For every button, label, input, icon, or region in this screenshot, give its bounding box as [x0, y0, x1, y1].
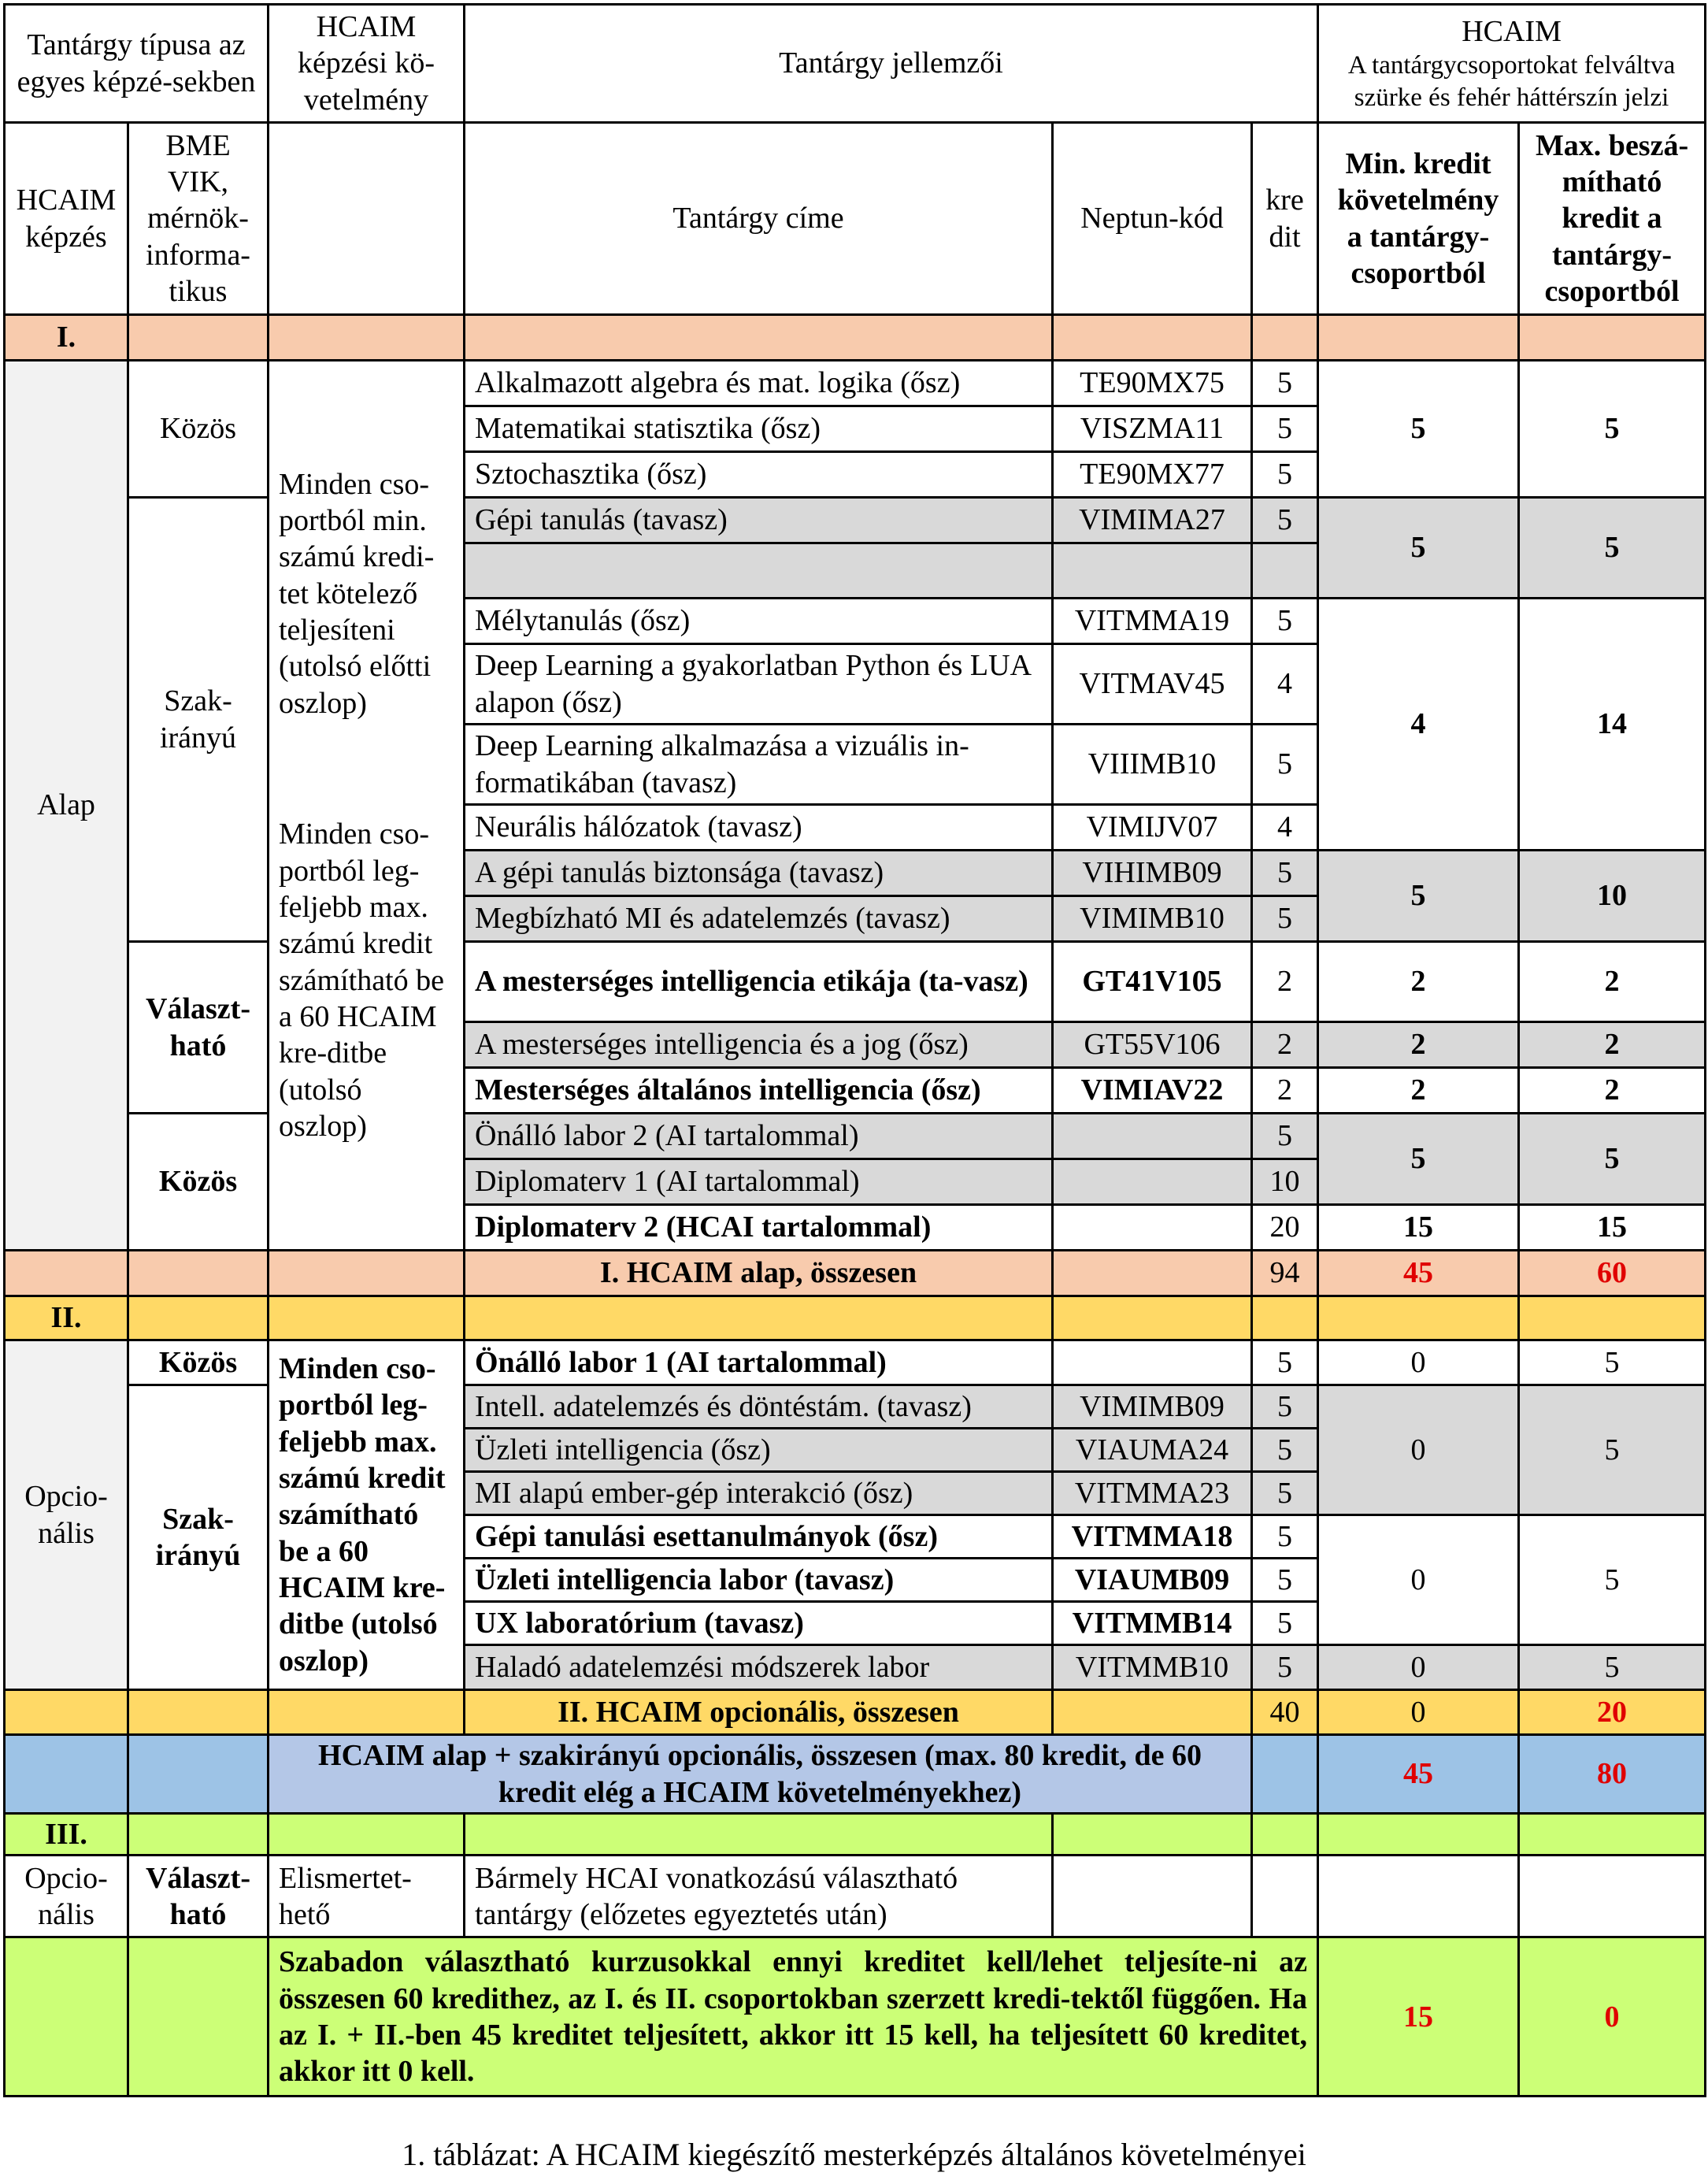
- free-elective-row: [5, 1937, 1706, 2097]
- neptun-code: VIMIAV22: [1053, 1068, 1252, 1114]
- section-2-total-credit: 40: [1252, 1690, 1318, 1735]
- subject-title: Intell. adatelemzés és döntéstám. (tavasz): [465, 1385, 1053, 1429]
- section-1-header: [5, 315, 1706, 361]
- header-row-1: [5, 5, 1706, 123]
- credit-value: 20: [1252, 1205, 1318, 1251]
- subject-title: Önálló labor 2 (AI tartalommal): [465, 1114, 1053, 1159]
- section-3-type: Opcio-nális: [5, 1856, 128, 1937]
- group-kozos: Közös: [128, 361, 269, 498]
- section-2-total: [5, 1690, 1706, 1735]
- subject-title: Üzleti intelligencia (ősz): [465, 1429, 1053, 1472]
- section-3-requirement: Elismertet-hető: [269, 1856, 465, 1937]
- credit-value: 2: [1252, 942, 1318, 1022]
- neptun-code: [1053, 1205, 1252, 1251]
- subject-title: A mesterséges intelligencia és a jog (ősz): [465, 1022, 1053, 1068]
- credit-value: 5: [1252, 406, 1318, 452]
- neptun-code: VITMMB10: [1053, 1645, 1252, 1690]
- section-1-total-max: 60: [1519, 1251, 1706, 1296]
- credit-value: 2: [1252, 1022, 1318, 1068]
- group-kozos: Közös: [128, 1340, 269, 1385]
- credit-value: 5: [1252, 725, 1318, 805]
- neptun-code: TE90MX77: [1053, 452, 1252, 498]
- subject-title: [465, 543, 1053, 599]
- header-hcaim-title: HCAIM: [1462, 15, 1562, 49]
- combined-total-label: HCAIM alap + szakirányú opcionális, összesen (max. 80 kredit, de 60 kredit elég a HCAIM követelményekhez): [269, 1735, 1252, 1814]
- neptun-code: VIAUMA24: [1053, 1429, 1252, 1472]
- group-min: 0: [1318, 1340, 1519, 1385]
- group-min: 5: [1318, 851, 1519, 942]
- subject-title: Mélytanulás (ősz): [465, 599, 1053, 644]
- neptun-code: [1053, 1114, 1252, 1159]
- credit-value: 5: [1252, 599, 1318, 644]
- credit-value: 5: [1252, 1559, 1318, 1602]
- group-min: 0: [1318, 1645, 1519, 1690]
- credit-value: 2: [1252, 1068, 1318, 1114]
- credit-value: 5: [1252, 498, 1318, 543]
- section-1-type: Alap: [5, 361, 128, 1251]
- subject-title: Gépi tanulási esettanulmányok (ősz): [465, 1515, 1053, 1559]
- credit-value: 5: [1252, 896, 1318, 942]
- header-req: HCAIM képzési kö-vetelmény: [269, 5, 465, 123]
- subject-title: Deep Learning a gyakorlatban Python és LUA alapon (ősz): [465, 644, 1053, 725]
- neptun-code: VIMIMB10: [1053, 896, 1252, 942]
- neptun-code: TE90MX75: [1053, 361, 1252, 406]
- header-title: Tantárgy címe: [465, 123, 1053, 315]
- group-max: 5: [1519, 1385, 1706, 1515]
- section-1-total-credit: 94: [1252, 1251, 1318, 1296]
- subject-title: Üzleti intelligencia labor (tavasz): [465, 1559, 1053, 1602]
- group-max: 5: [1519, 1114, 1706, 1205]
- credit-value: 5: [1252, 1429, 1318, 1472]
- neptun-code: [1053, 1159, 1252, 1205]
- group-max: 14: [1519, 599, 1706, 851]
- credit-value: 5: [1252, 1340, 1318, 1385]
- neptun-code: VITMAV45: [1053, 644, 1252, 725]
- credit-value: 4: [1252, 644, 1318, 725]
- header-hcaim-kepzes: HCAIM képzés: [5, 123, 128, 315]
- combined-total: [5, 1735, 1706, 1814]
- subject-title: A mesterséges intelligencia etikája (ta-vasz): [465, 942, 1053, 1022]
- subject-title: Diplomaterv 2 (HCAI tartalommal): [465, 1205, 1053, 1251]
- subject-title: Diplomaterv 1 (AI tartalommal): [465, 1159, 1053, 1205]
- neptun-code: [1053, 1340, 1252, 1385]
- neptun-code: VIIIMB10: [1053, 725, 1252, 805]
- credit-value: [1252, 543, 1318, 599]
- group-max: 5: [1519, 498, 1706, 599]
- header-hcaim: [1318, 5, 1706, 123]
- subject-title: Megbízható MI és adatelemzés (tavasz): [465, 896, 1053, 942]
- header-max: Max. beszá-mítható kredit a tantárgy-csoportból: [1519, 123, 1706, 315]
- free-elective-min: 15: [1318, 1937, 1519, 2097]
- group-max: 2: [1519, 942, 1706, 1022]
- subject-title: Neurális hálózatok (tavasz): [465, 805, 1053, 851]
- table-row: [5, 942, 1706, 1022]
- subject-title: Alkalmazott algebra és mat. logika (ősz): [465, 361, 1053, 406]
- section-2-total-max: 20: [1519, 1690, 1706, 1735]
- credit-value: 5: [1252, 1472, 1318, 1515]
- table-row: [5, 1340, 1706, 1385]
- section-1-total-label: I. HCAIM alap, összesen: [465, 1251, 1053, 1296]
- header-code: Neptun-kód: [1053, 123, 1252, 315]
- section-2-requirement: Minden cso-portból leg-feljebb max. számú kredit számítható be a 60 HCAIM kre-ditbe (utolsó oszlop): [269, 1340, 465, 1690]
- subject-title: MI alapú ember-gép interakció (ősz): [465, 1472, 1053, 1515]
- group-min: 0: [1318, 1515, 1519, 1645]
- table-row: [5, 498, 1706, 543]
- group-min: 15: [1318, 1205, 1519, 1251]
- section-1-label: I.: [5, 315, 128, 361]
- free-elective-max: 0: [1519, 1937, 1706, 2097]
- section-1-total: [5, 1251, 1706, 1296]
- requirement-max: Minden cso-portból leg-feljebb max. számú kredit számítható be a 60 HCAIM kre-ditbe (utolsó oszlop): [279, 818, 444, 1144]
- credit-value: 5: [1252, 1645, 1318, 1690]
- subject-title: A gépi tanulás biztonsága (tavasz): [465, 851, 1053, 896]
- requirements-table: [3, 3, 1706, 2097]
- group-max: 5: [1519, 1340, 1706, 1385]
- section-3-label: III.: [5, 1814, 128, 1856]
- group-max: 5: [1519, 1515, 1706, 1645]
- subject-title: Haladó adatelemzési módszerek labor: [465, 1645, 1053, 1690]
- free-elective-text: Szabadon választható kurzusokkal ennyi kreditet kell/lehet teljesíte-ni az összesen 60 kredithez, az I. és II. csoportokban szerzett kredi-tektől függően. Ha az I. + II.-ben 45 kreditet teljesített, akkor itt 15 kell, ha teljesített 60 kreditet, akkor itt 0 kell.: [269, 1937, 1318, 2097]
- subject-title: Mesterséges általános intelligencia (ősz): [465, 1068, 1053, 1114]
- header-hcaim-note: A tantárgycsoportokat felváltva szürke és fehér háttérszín jelzi: [1347, 51, 1676, 112]
- group-max: 15: [1519, 1205, 1706, 1251]
- subject-title: Bármely HCAI vonatkozású választható tantárgy (előzetes egyeztetés után): [465, 1856, 1053, 1937]
- subject-title: Sztochasztika (ősz): [465, 452, 1053, 498]
- subject-title: Gépi tanulás (tavasz): [465, 498, 1053, 543]
- credit-value: 5: [1252, 452, 1318, 498]
- combined-total-max: 80: [1519, 1735, 1706, 1814]
- group-valaszthato: Választ-ható: [128, 942, 269, 1114]
- section-2-total-label: II. HCAIM opcionális, összesen: [465, 1690, 1053, 1735]
- neptun-code: VIMIJV07: [1053, 805, 1252, 851]
- credit-value: 5: [1252, 361, 1318, 406]
- credit-value: 10: [1252, 1159, 1318, 1205]
- group-max: 5: [1519, 1645, 1706, 1690]
- header-type: Tantárgy típusa az egyes képzé-sekben: [5, 5, 269, 123]
- subject-title: Deep Learning alkalmazása a vizuális in-formatikában (tavasz): [465, 725, 1053, 805]
- subject-title: Önálló labor 1 (AI tartalommal): [465, 1340, 1053, 1385]
- section-2-header: [5, 1296, 1706, 1340]
- credit-value: 5: [1252, 1385, 1318, 1429]
- neptun-code: VIMIMA27: [1053, 498, 1252, 543]
- credit-value: 5: [1252, 851, 1318, 896]
- section-3-header: [5, 1814, 1706, 1856]
- group-max: 2: [1519, 1022, 1706, 1068]
- group-max: 2: [1519, 1068, 1706, 1114]
- section-3-group: Választ-ható: [128, 1856, 269, 1937]
- neptun-code: VIHIMB09: [1053, 851, 1252, 896]
- group-kozos-2: Közös: [128, 1114, 269, 1251]
- table-caption: 1. táblázat: A HCAIM kiegészítő mesterképzés általános követelményei: [402, 2137, 1306, 2172]
- header-bme: BME VIK, mérnök-informa-tikus: [128, 123, 269, 315]
- credit-value: 5: [1252, 1515, 1318, 1559]
- neptun-code: VITMMA18: [1053, 1515, 1252, 1559]
- neptun-code: VITMMB14: [1053, 1602, 1252, 1645]
- group-max: 10: [1519, 851, 1706, 942]
- neptun-code: VITMMA23: [1053, 1472, 1252, 1515]
- header-credit: kre dit: [1252, 123, 1318, 315]
- neptun-code: VISZMA11: [1053, 406, 1252, 452]
- requirement-min: Minden cso-portból min. számú kredi-tet kötelező teljesíteni (utolsó előtti oszlop): [279, 467, 435, 720]
- header-blank: [269, 123, 465, 315]
- group-min: 4: [1318, 599, 1519, 851]
- group-min: 5: [1318, 498, 1519, 599]
- group-min: 5: [1318, 1114, 1519, 1205]
- group-szakiranyu: Szak-irányú: [128, 1385, 269, 1690]
- credit-value: 4: [1252, 805, 1318, 851]
- neptun-code: VIMIMB09: [1053, 1385, 1252, 1429]
- neptun-code: GT55V106: [1053, 1022, 1252, 1068]
- group-min: 2: [1318, 1068, 1519, 1114]
- header-subject: Tantárgy jellemzői: [465, 5, 1318, 123]
- credit-value: 5: [1252, 1114, 1318, 1159]
- credit-value: 5: [1252, 1602, 1318, 1645]
- group-szakiranyu: Szak-irányú: [128, 498, 269, 942]
- group-min: 2: [1318, 942, 1519, 1022]
- group-max: 5: [1519, 361, 1706, 498]
- header-row-2: [5, 123, 1706, 315]
- group-min: 2: [1318, 1022, 1519, 1068]
- header-min: Min. kredit követelmény a tantárgy-csoportból: [1318, 123, 1519, 315]
- neptun-code: VIAUMB09: [1053, 1559, 1252, 1602]
- group-min: 0: [1318, 1385, 1519, 1515]
- table-row: [5, 1114, 1706, 1159]
- section-2-total-min: 0: [1318, 1690, 1519, 1735]
- table-row: [5, 361, 1706, 406]
- group-min: 5: [1318, 361, 1519, 498]
- subject-title: Matematikai statisztika (ősz): [465, 406, 1053, 452]
- section-2-type: Opcio-nális: [5, 1340, 128, 1690]
- neptun-code: [1053, 543, 1252, 599]
- section-2-label: II.: [5, 1296, 128, 1340]
- section-1-total-min: 45: [1318, 1251, 1519, 1296]
- subject-title: UX laboratórium (tavasz): [465, 1602, 1053, 1645]
- combined-total-min: 45: [1318, 1735, 1519, 1814]
- table-row: [5, 1856, 1706, 1937]
- table-row: [5, 1385, 1706, 1429]
- neptun-code: GT41V105: [1053, 942, 1252, 1022]
- neptun-code: VITMMA19: [1053, 599, 1252, 644]
- section-1-requirement: [269, 361, 465, 1251]
